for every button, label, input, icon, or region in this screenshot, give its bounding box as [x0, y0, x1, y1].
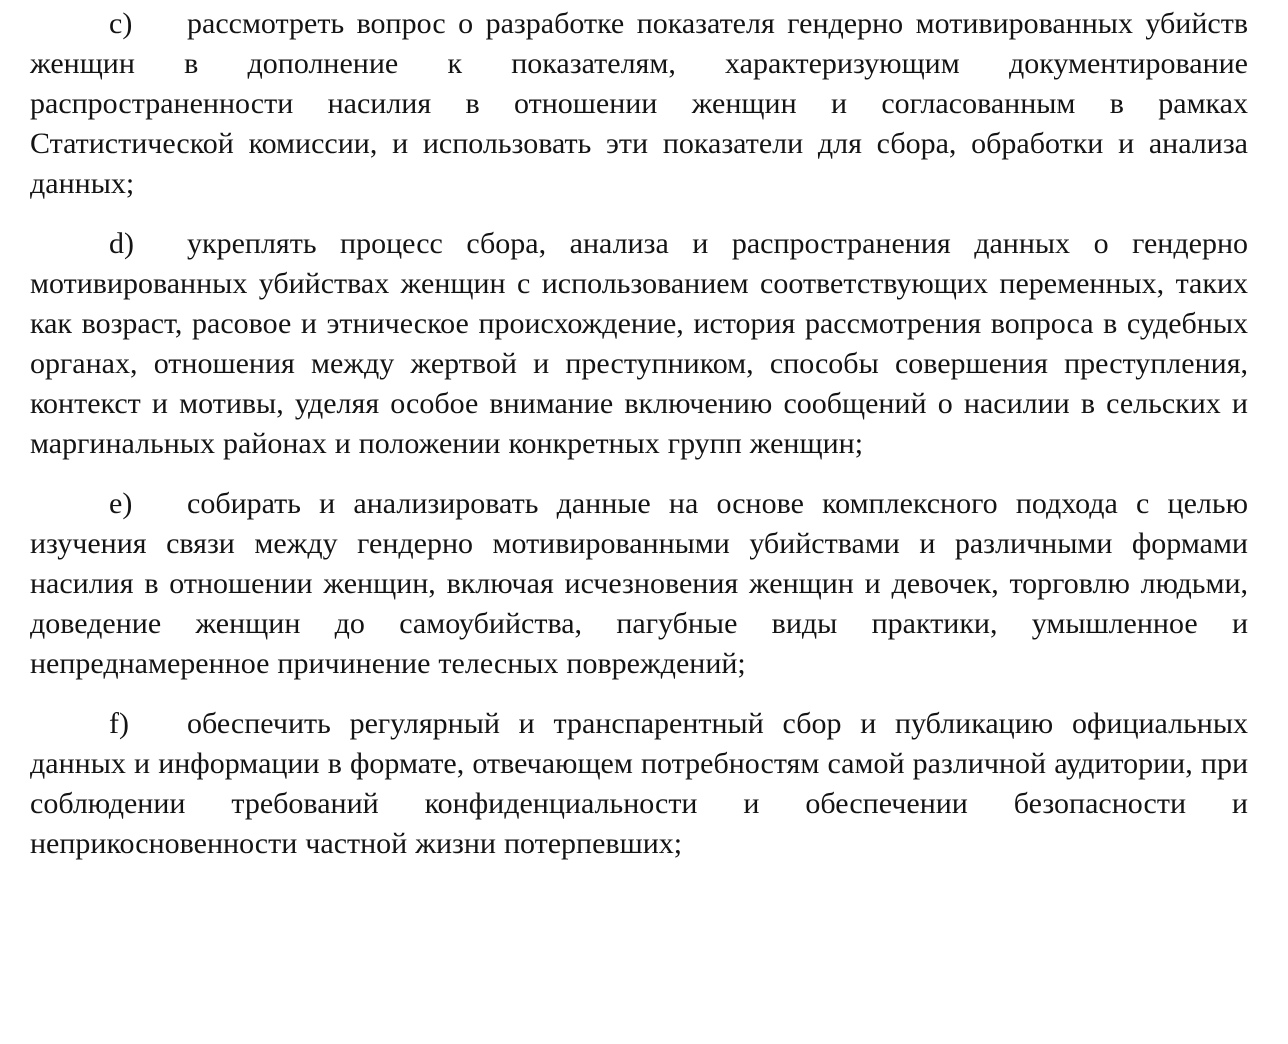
paragraph-d: [30, 224, 1248, 464]
paragraph-text: рассмотреть вопрос о разработке показателя гендерно мотивированных убийств женщин в дополнение к показателям, характеризующим документирование распространенности насилия в отношении женщин и согласованным в рамках Статистической комиссии, и использовать эти показатели для сбора, обработки и анализа данных;: [30, 7, 1248, 200]
paragraph-f: [30, 704, 1248, 864]
paragraph-e: [30, 484, 1248, 684]
paragraph-text: собирать и анализировать данные на основе комплексного подхода с целью изучения связи между гендерно мотивированными убийствами и различными формами насилия в отношении женщин, включая исчезновения женщин и девочек, торговлю людьми, доведение женщин до самоубийства, пагубные виды практики, умышленное и непреднамеренное причинение телесных повреждений;: [30, 487, 1248, 680]
list-label: f): [109, 707, 129, 740]
paragraph-c: [30, 4, 1248, 204]
list-label: c): [109, 7, 133, 40]
list-label: e): [109, 487, 133, 520]
list-label: d): [109, 227, 134, 260]
paragraph-text: обеспечить регулярный и транспарентный сбор и публикацию официальных данных и информации в формате, отвечающем потребностям самой различной аудитории, при соблюдении требований конфиденциальности и обеспечении безопасности и неприкосновенности частной жизни потерпевших;: [30, 707, 1248, 860]
paragraph-text: укреплять процесс сбора, анализа и распространения данных о гендерно мотивированных убийствах женщин с использованием соответствующих переменных, таких как возраст, расовое и этническое происхождение, история рассмотрения вопроса в судебных органах, отношения между жертвой и преступником, способы совершения преступления, контекст и мотивы, уделяя особое внимание включению сообщений о насилии в сельских и маргинальных районах и положении конкретных групп женщин;: [30, 227, 1248, 460]
